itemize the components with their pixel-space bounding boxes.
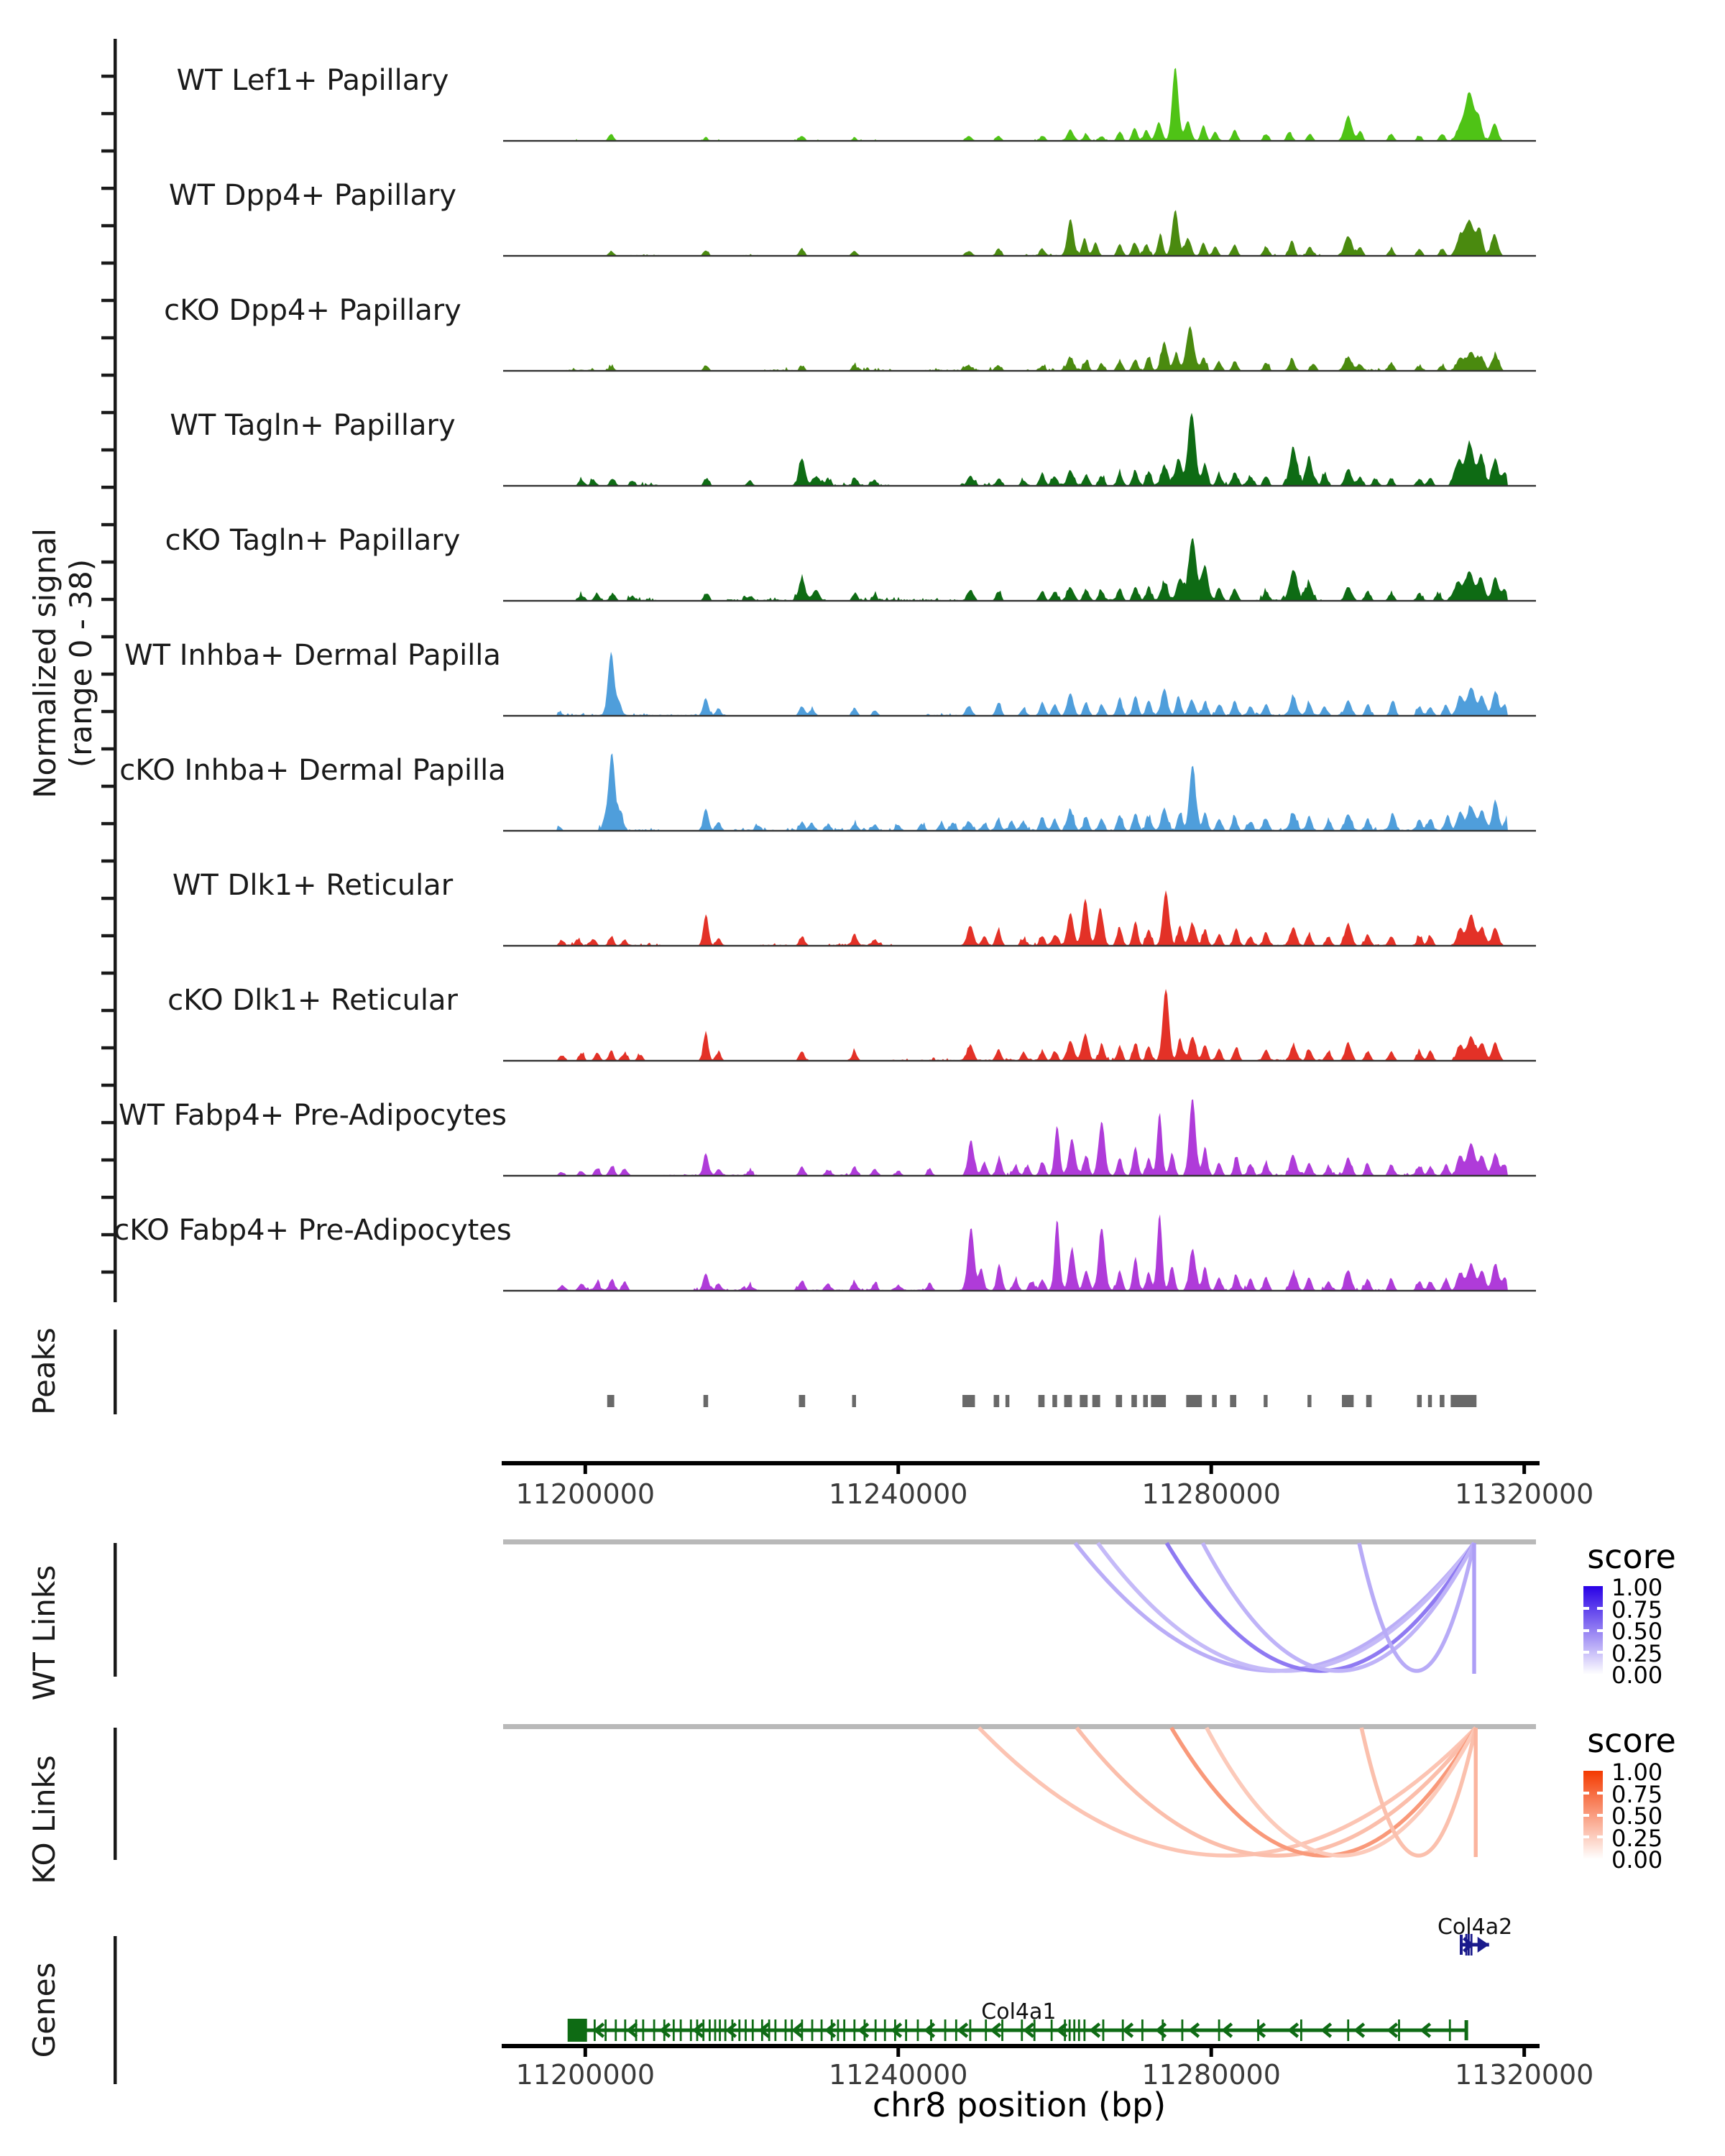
coverage-signal — [503, 326, 1532, 371]
exon-tick — [774, 2019, 776, 2041]
colorbar-notch — [1583, 1814, 1589, 1817]
coverage-signal — [503, 68, 1532, 142]
gene-end-bar — [1465, 2020, 1468, 2040]
exon-tick — [1449, 2019, 1451, 2041]
wt-links-legend-title: score — [1587, 1537, 1676, 1576]
peaks-track — [114, 1330, 1476, 1414]
exon-tick — [1182, 2019, 1184, 2041]
exon-tick — [1347, 2019, 1349, 2041]
coverage-track-6 — [503, 753, 1536, 831]
section-label-wt-links: WT Links — [27, 1565, 62, 1701]
exon-tick — [1218, 2019, 1220, 2041]
coverage-signal — [503, 890, 1532, 946]
wt-score-legend-tick: 0.75 — [1611, 1595, 1663, 1623]
exon-tick — [1398, 2019, 1400, 2041]
coverage-track-label: WT Tagln+ Papillary — [170, 409, 456, 442]
exon-tick — [604, 2019, 607, 2041]
exon-tick — [732, 2019, 734, 2041]
axis-tick — [1210, 1465, 1213, 1474]
peak-interval — [1450, 1395, 1476, 1407]
colorbar-notch — [1583, 1651, 1589, 1654]
colorbar-notch — [1597, 1651, 1603, 1654]
coverage-signal — [503, 652, 1532, 716]
coverage-track-label: cKO Fabp4+ Pre-Adipocytes — [114, 1214, 512, 1247]
link-arc — [979, 1728, 1476, 1856]
track-baseline — [503, 830, 1536, 831]
axis-tick — [584, 2048, 587, 2057]
exon-tick — [811, 2019, 814, 2041]
peak-interval — [1307, 1395, 1311, 1407]
colorbar-notch — [1597, 1792, 1603, 1795]
colorbar-notch — [1583, 1629, 1589, 1632]
peak-interval — [1212, 1395, 1217, 1407]
coverage-signal — [503, 210, 1532, 256]
exon-tick — [785, 2019, 787, 2041]
ko-score-legend-tick: 0.25 — [1611, 1824, 1663, 1852]
peak-interval — [1080, 1395, 1087, 1407]
coverage-track-label: WT Dpp4+ Papillary — [168, 179, 457, 212]
colorbar-notch — [1583, 1607, 1589, 1610]
peak-interval — [1064, 1395, 1072, 1407]
peak-interval — [1230, 1395, 1236, 1407]
exon-tick — [837, 2019, 840, 2041]
peak-interval — [1186, 1395, 1202, 1407]
peak-interval — [1428, 1395, 1432, 1407]
track-baseline — [503, 945, 1536, 946]
axis-tick — [1522, 1465, 1526, 1474]
exon-tick — [690, 2019, 692, 2041]
exon-tick — [801, 2019, 803, 2041]
ko-links-panel — [114, 1724, 1536, 1860]
coverage-signal — [503, 753, 1532, 831]
wt-score-legend-tick: 1.00 — [1611, 1574, 1663, 1601]
section-label-peaks: Peaks — [27, 1327, 62, 1415]
ko-links-legend-title: score — [1587, 1721, 1676, 1760]
exon-tick — [714, 2019, 717, 2041]
coverage-track-label: WT Inhba+ Dermal Papilla — [124, 639, 501, 672]
section-bracket — [114, 1728, 117, 1860]
coverage-track-label: WT Lef1+ Papillary — [176, 64, 449, 97]
axis-tick-label-bottom: 11320000 — [1454, 2059, 1594, 2091]
exon-tick — [864, 2019, 866, 2041]
axis-tick — [1522, 2048, 1526, 2057]
exon-tick — [853, 2019, 855, 2041]
track-baseline — [503, 140, 1536, 142]
peak-interval — [1440, 1395, 1445, 1407]
ko-score-legend-tick: 0.75 — [1611, 1780, 1663, 1808]
axis-tick — [1210, 2048, 1213, 2057]
colorbar-notch — [1597, 1814, 1603, 1817]
ko-score-colorbar — [1583, 1771, 1603, 1859]
coverage-track-5 — [503, 652, 1536, 717]
axis-tick — [896, 1465, 900, 1474]
peak-interval — [852, 1395, 856, 1407]
peak-interval — [1417, 1395, 1422, 1407]
coverage-track-label: WT Fabp4+ Pre-Adipocytes — [119, 1099, 507, 1132]
x-axis-title: chr8 position (bp) — [872, 2086, 1167, 2124]
coverage-track-4 — [503, 538, 1536, 602]
ko-score-legend-tick: 0.50 — [1611, 1802, 1663, 1830]
links-panel-top-line — [503, 1724, 1536, 1729]
link-arc — [1207, 1728, 1476, 1856]
links-panel-top-line — [503, 1539, 1536, 1544]
wt-score-legend-tick: 0.00 — [1611, 1662, 1663, 1689]
track-baseline — [503, 1175, 1536, 1176]
peak-interval — [1131, 1395, 1137, 1407]
peak-interval — [1151, 1395, 1166, 1407]
exon-tick — [752, 2019, 754, 2041]
coverage-signal — [503, 1100, 1532, 1176]
exon-tick — [821, 2019, 823, 2041]
exon-tick — [1300, 2019, 1302, 2041]
y-axis-label-line1: Normalized signal — [27, 528, 63, 798]
coverage-track-label: cKO Inhba+ Dermal Papilla — [119, 754, 506, 787]
genome-axis-top — [502, 1461, 1540, 1474]
gene-label-col4a2: Col4a2 — [1437, 1915, 1513, 1940]
track-baseline — [503, 600, 1536, 602]
gene-start-box — [568, 2019, 587, 2042]
peak-interval — [799, 1395, 806, 1407]
track-baseline — [503, 1290, 1536, 1291]
gene-label-col4a1: Col4a1 — [981, 1999, 1057, 2024]
track-baseline — [503, 255, 1536, 257]
colorbar-notch — [1597, 1835, 1603, 1838]
coverage-track-9 — [503, 1100, 1536, 1177]
wt-score-legend-tick: 0.50 — [1611, 1618, 1663, 1645]
ko-score-legend-tick: 1.00 — [1611, 1759, 1663, 1786]
y-axis-label — [27, 340, 99, 987]
exon-tick — [642, 2019, 644, 2041]
exon-tick — [624, 2019, 626, 2041]
section-label-ko-links: KO Links — [27, 1755, 62, 1884]
peak-interval — [607, 1395, 615, 1407]
exon-tick — [719, 2019, 721, 2041]
axis-tick — [896, 2048, 900, 2057]
axis-tick-label-top: 11240000 — [829, 1478, 968, 1510]
coverage-track-0 — [503, 68, 1536, 142]
axis-tick-label-top: 11200000 — [515, 1478, 655, 1510]
coverage-signal — [503, 1215, 1532, 1291]
exon-tick — [843, 2019, 845, 2041]
coverage-signal — [503, 989, 1532, 1061]
exon-tick — [745, 2019, 747, 2041]
wt-score-legend-tick: 0.25 — [1611, 1639, 1663, 1667]
colorbar-notch — [1597, 1629, 1603, 1632]
coverage-track-2 — [503, 326, 1536, 372]
axis-tick — [584, 1465, 587, 1474]
link-anchor-line — [1472, 1543, 1476, 1674]
exon-tick — [831, 2019, 833, 2041]
peak-interval — [1039, 1395, 1045, 1407]
coverage-track-label: cKO Dlk1+ Reticular — [167, 984, 458, 1017]
coverage-track-label: cKO Tagln+ Papillary — [165, 524, 461, 557]
peak-interval — [1144, 1395, 1149, 1407]
link-arc — [1202, 1543, 1474, 1671]
link-anchor-line — [1473, 1728, 1477, 1857]
y-axis-label-line2: (range 0 - 38) — [63, 558, 98, 768]
wt-links-panel — [114, 1539, 1536, 1677]
coverage-track-1 — [503, 210, 1536, 257]
peak-interval — [1092, 1395, 1100, 1407]
coverage-track-label: WT Dlk1+ Reticular — [172, 869, 454, 902]
coverage-track-label: cKO Dpp4+ Papillary — [164, 294, 461, 327]
track-baseline — [503, 715, 1536, 717]
ko-score-legend-tick: 0.00 — [1611, 1846, 1663, 1874]
exon-tick — [709, 2019, 711, 2041]
track-baseline — [503, 370, 1536, 372]
genome-axis-bottom — [502, 2044, 1540, 2057]
peak-interval — [1264, 1395, 1267, 1407]
axis-tick-label-top: 11320000 — [1454, 1478, 1594, 1510]
section-label-genes: Genes — [27, 1962, 62, 2058]
exon-tick — [680, 2019, 682, 2041]
axis-tick-label-top: 11280000 — [1141, 1478, 1281, 1510]
colorbar-notch — [1583, 1792, 1589, 1795]
wt-score-colorbar — [1583, 1586, 1603, 1674]
coverage-track-3 — [503, 413, 1536, 487]
exon-tick — [653, 2019, 656, 2041]
coverage-signal — [503, 538, 1532, 601]
axis-tick-label-bottom: 11280000 — [1141, 2059, 1281, 2091]
exon-tick — [702, 2019, 704, 2041]
axis-tick-label-bottom: 11200000 — [515, 2059, 655, 2091]
exon-tick — [768, 2019, 770, 2041]
coverage-track-10 — [503, 1215, 1536, 1292]
colorbar-notch — [1583, 1835, 1589, 1838]
peak-interval — [704, 1395, 709, 1407]
section-bracket — [114, 1543, 117, 1677]
peak-interval — [994, 1395, 1000, 1407]
peak-interval — [962, 1395, 975, 1407]
coverage-tracks — [503, 68, 1536, 1292]
exon-tick — [615, 2019, 617, 2041]
peak-interval — [1342, 1395, 1353, 1407]
exon-tick — [673, 2019, 675, 2041]
coverage-signal — [503, 413, 1532, 486]
exon-tick — [738, 2019, 740, 2041]
track-baseline — [503, 485, 1536, 487]
axis-tick-label-bottom: 11240000 — [829, 2059, 968, 2091]
peak-interval — [1116, 1395, 1122, 1407]
link-arc — [1075, 1543, 1474, 1671]
coverage-track-7 — [503, 890, 1536, 946]
colorbar-notch — [1597, 1607, 1603, 1610]
peak-interval — [1052, 1395, 1057, 1407]
coverage-track-8 — [503, 989, 1536, 1061]
peak-interval — [1006, 1395, 1009, 1407]
peak-interval — [1366, 1395, 1372, 1407]
track-baseline — [503, 1060, 1536, 1061]
